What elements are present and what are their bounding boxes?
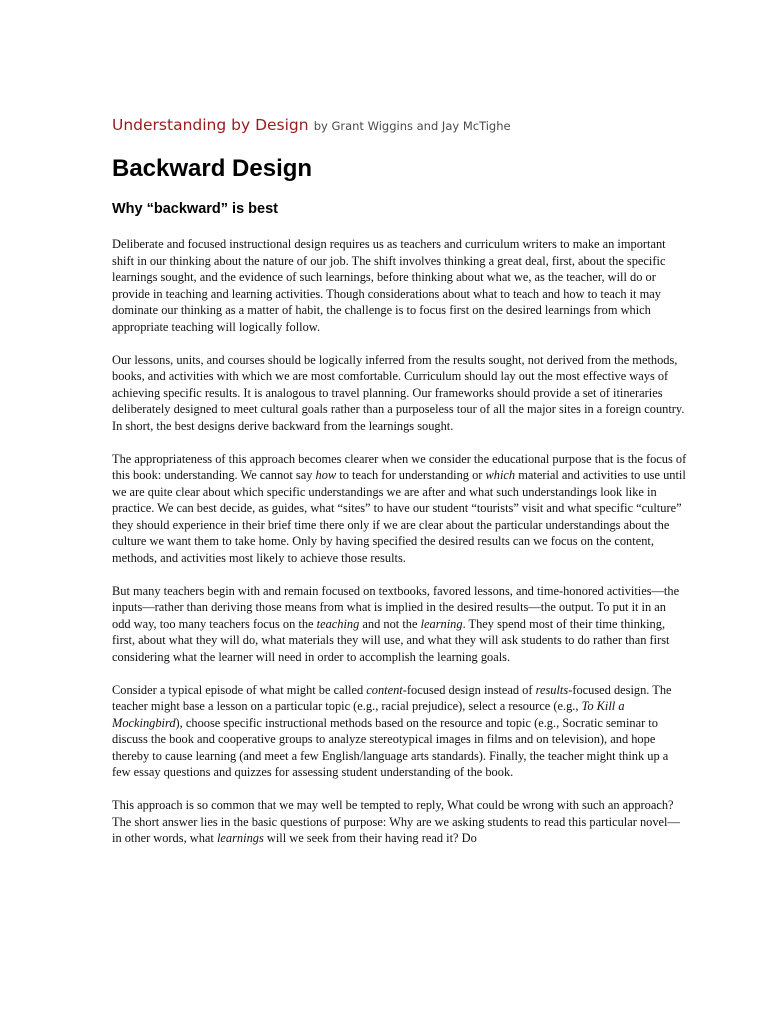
paragraph-text: Consider a typical episode of what might be called — [112, 682, 367, 697]
paragraph — [112, 583, 687, 666]
paragraph — [112, 451, 687, 567]
paragraph-text: will we seek from their having read it? Do — [263, 831, 477, 845]
body-text — [112, 236, 687, 847]
paragraph-text: material and activities to use until we are quite clear about which specific understandings we are after and what such understandings look like in practice. We can best decide, as guides, what “sites” to have our student “tourists” visit and what specific “culture” they should experience in their brief time there only if we are clear about the particular understandings about the culture we want them to take home. Only by having specified the desired results can we focus on the content, methods, and activities most likely to achieve those results. — [112, 468, 686, 565]
paragraph — [112, 797, 687, 847]
paragraph — [112, 352, 687, 435]
italic-text: content — [366, 682, 403, 697]
italic-text: which — [485, 468, 516, 482]
author-byline: by Grant Wiggins and Jay McTighe — [313, 119, 511, 133]
paragraph-text: -focused design. The teacher might base a lesson on a particular topic (e.g., racial prejudice), select a resource (e.g., — [112, 682, 672, 713]
paragraph-text: This approach is so common that we may well be tempted to reply, What could be wrong with such an approach? The short answer lies in the basic questions of purpose: Why are we asking students to read this particular novel—in other words, what — [112, 798, 680, 845]
paragraph-text: to teach for understanding or — [336, 468, 486, 482]
paragraph-text: . They spend most of their time thinking, first, about what they will do, what materials they will use, and what they will ask students to do rather than first considering what the learner will need in order to accomplish the learning goals. — [112, 616, 670, 664]
paragraph-text: But many teachers begin with and remain focused on textbooks, favored lessons, and time-honored activities—the inputs—rather than deriving those means from what is implied in the desired results—the output. To put it in an odd way, too many teachers focus on the — [112, 583, 680, 631]
page-title: Backward Design — [112, 155, 313, 182]
paragraph — [112, 682, 687, 781]
paragraph-text: Our lessons, units, and courses should be logically inferred from the results sought, not derived from the methods, books, and activities with which we are most comfortable. Curriculum should lay out the most effective ways of achieving specific results. It is analogous to travel planning. Our frameworks should provide a set of itineraries deliberately designed to meet cultural goals rather than a purposeless tour of all the major sites in a foreign country. In short, the best designs derive backward from the learnings sought. — [112, 352, 685, 433]
italic-text: learning — [420, 616, 463, 631]
italic-text: learnings — [216, 831, 264, 845]
series-title: Understanding by Design — [112, 116, 309, 134]
paragraph-text: ), choose specific instructional methods based on the resource and topic (e.g., Socratic seminar to discuss the book and cooperative groups to analyze stereotypical images in films and on television), and hope thereby to cause learning (and meet a few English/language arts standards). Finally, the teacher might think up a few essay questions and quizzes for assessing student understanding of the book. — [112, 715, 669, 779]
italic-text: results — [535, 682, 569, 697]
paragraph-text: -focused design instead of — [402, 682, 536, 697]
paragraph — [112, 236, 687, 335]
document-header — [112, 117, 511, 134]
paragraph-text: Deliberate and focused instructional design requires us as teachers and curriculum writers to make an important shift in our thinking about the nature of our job. The shift involves thinking a great deal, first, about the specific learnings sought, and the evidence of such learnings, before thinking about what we, as the teacher, will do or provide in teaching and learning activities. Though considerations about what to teach and how to teach it may dominate our thinking as a matter of habit, the challenge is to focus first on the desired learnings from which appropriate teaching will logically follow. — [112, 237, 666, 334]
italic-text: teaching — [316, 616, 360, 631]
italic-text: how — [315, 468, 337, 482]
paragraph-text: The appropriateness of this approach becomes clearer when we consider the educational purpose that is the focus of this book: understanding. We cannot say — [112, 451, 687, 482]
italic-text: To Kill a Mockingbird — [112, 699, 625, 730]
paragraph-text: and not the — [359, 616, 421, 631]
section-subtitle: Why “backward” is best — [112, 201, 278, 217]
